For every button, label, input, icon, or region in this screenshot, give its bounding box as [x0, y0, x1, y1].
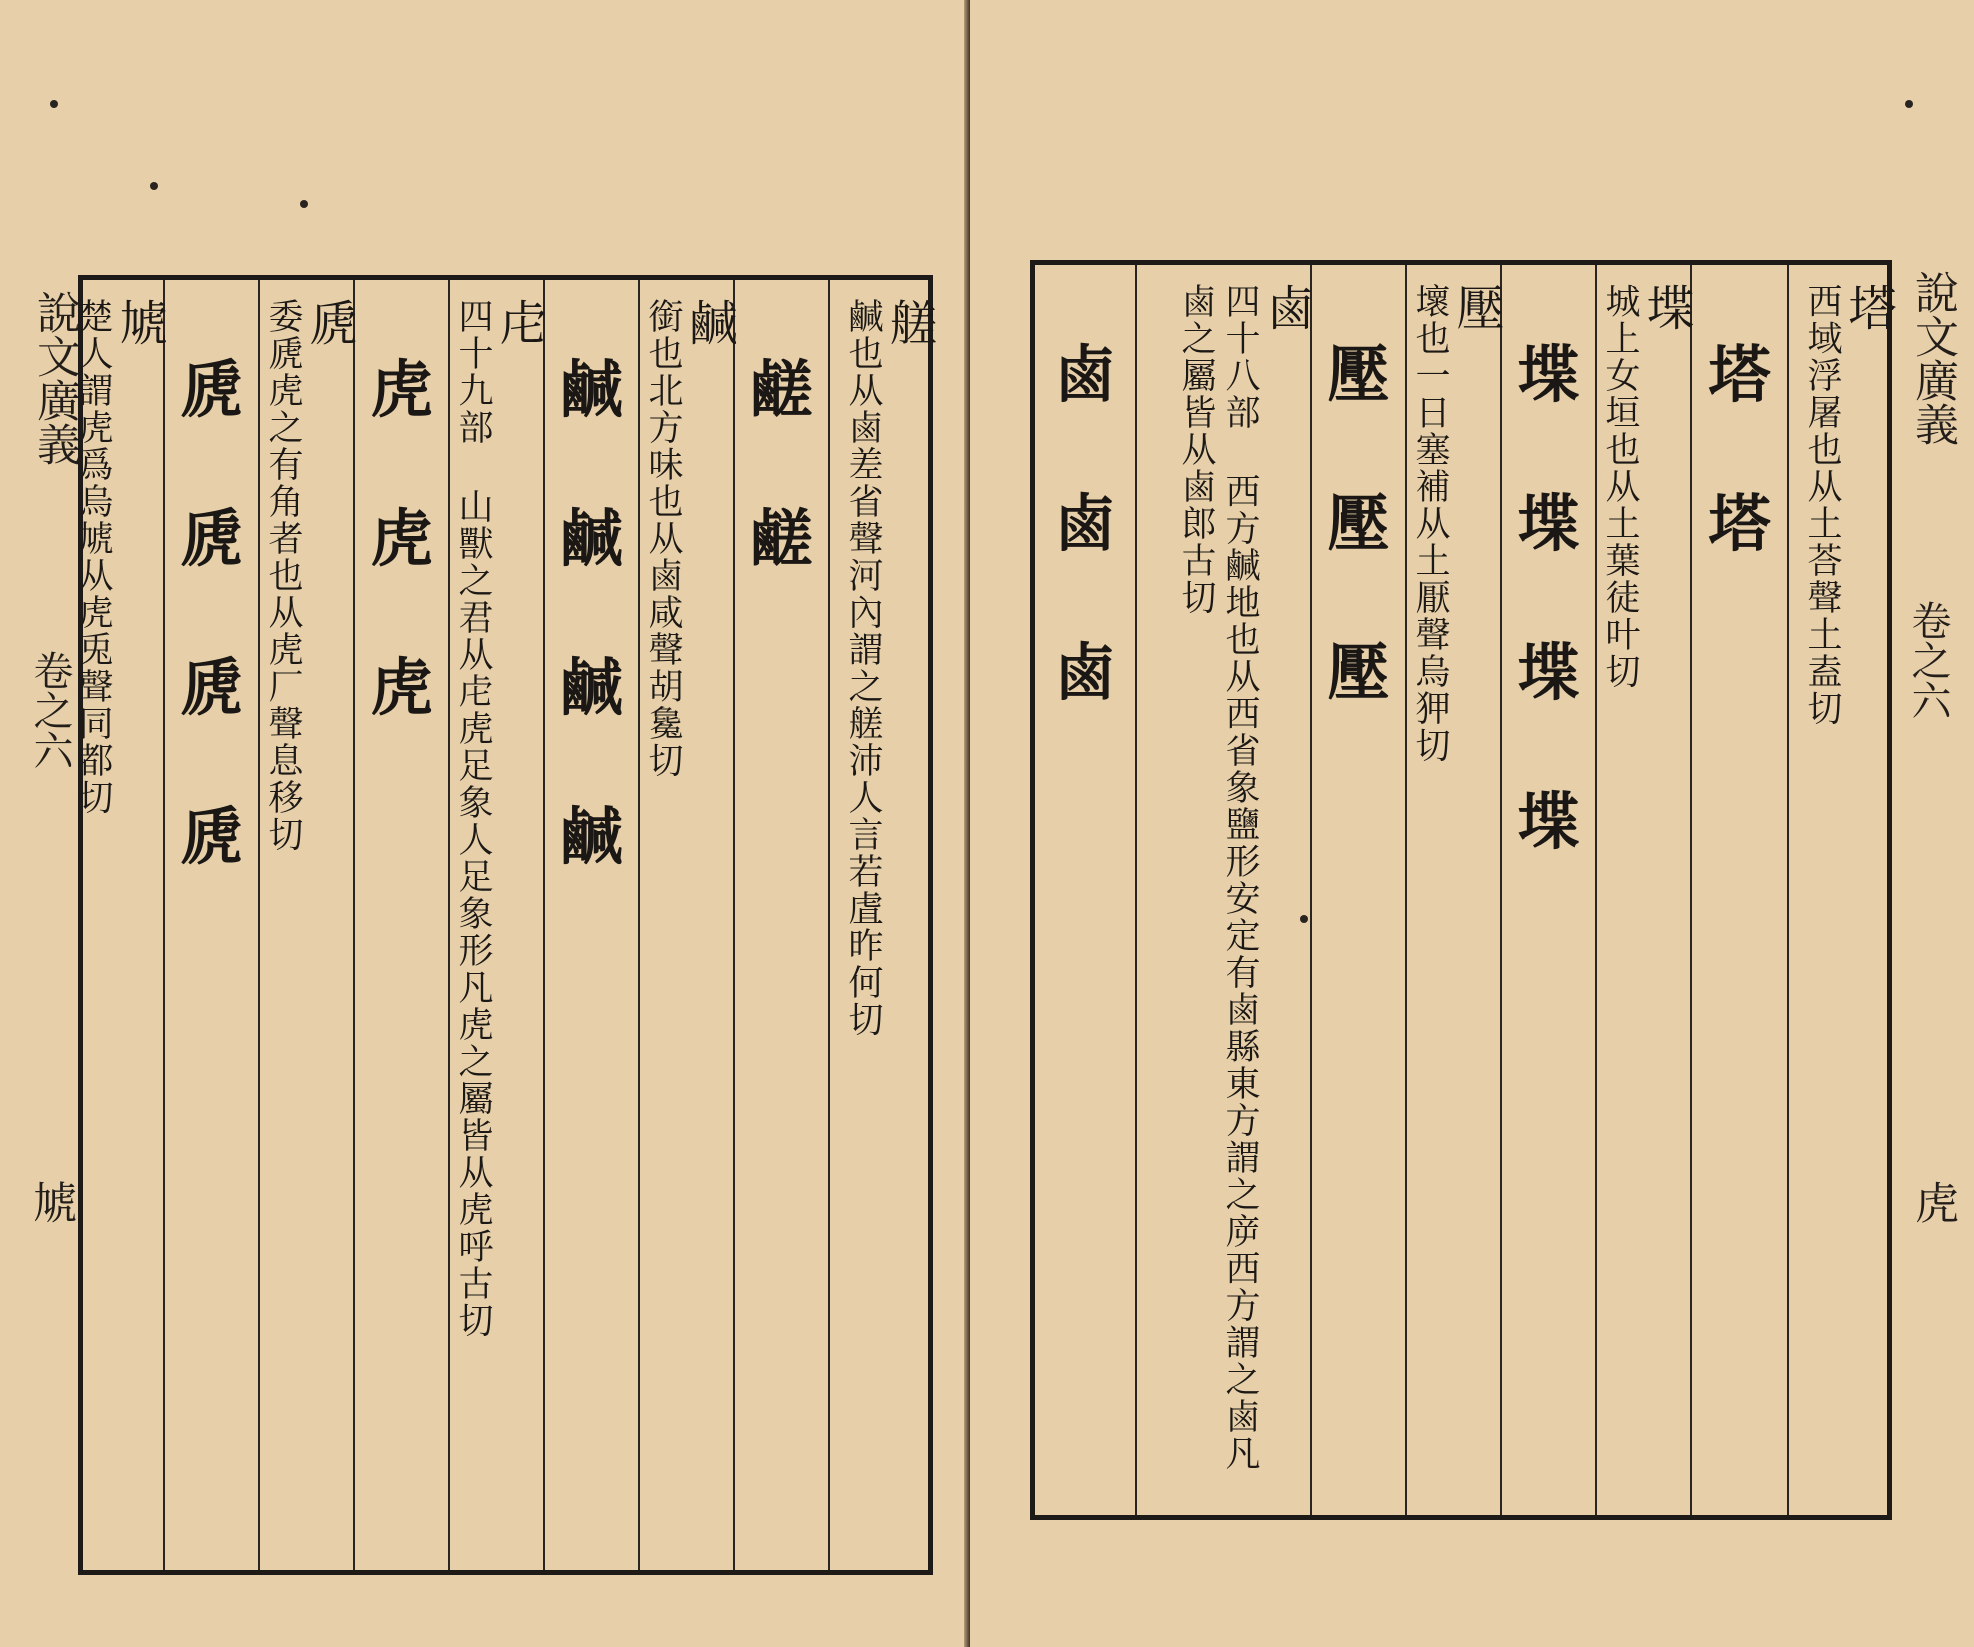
right-margin-title [1900, 270, 1964, 446]
entry-head: 塔 [1840, 283, 1896, 331]
margin-juan-text: 卷之六 [27, 650, 73, 770]
seal-form: 鹺 [750, 502, 813, 575]
seal-form: 虎 [370, 651, 433, 724]
entry-note: 鹹也从鹵差省聲河內謂之艖沛人言若虘昨何切 [843, 298, 883, 1038]
entry-note: 城上女垣也从土葉徒叶切 [1600, 283, 1640, 690]
entry-head: 虒 [301, 298, 357, 346]
text-column [1405, 265, 1504, 1515]
seal-form: 鹹 [560, 651, 623, 724]
worm-hole [150, 182, 158, 190]
seal-form: 虎 [370, 502, 433, 575]
seal-form: 鹹 [560, 353, 623, 426]
margin-leaf-text: 虓 [25, 1180, 76, 1224]
entry-note: 委虒虎之有角者也从虎厂聲息移切 [263, 298, 303, 853]
seal-form: 堞 [1517, 785, 1580, 858]
entry-head: 虓 [111, 298, 167, 346]
seal-form: 虒 [180, 800, 243, 873]
seal-form: 壓 [1327, 487, 1390, 560]
seal-form: 虒 [180, 651, 243, 724]
entry-head: 虍 [491, 298, 547, 346]
seal-column [1500, 265, 1595, 1515]
seal-form: 壓 [1327, 636, 1390, 709]
seal-column [1310, 265, 1405, 1515]
seal-form: 鹵 [1053, 636, 1116, 709]
seal-form: 塔 [1708, 487, 1771, 560]
left-page [0, 0, 970, 1647]
margin-title-text: 說文廣義 [29, 290, 80, 466]
right-margin-leaf [1900, 1180, 1964, 1224]
text-column [638, 280, 737, 1570]
left-margin-leaf [18, 1180, 82, 1224]
seal-form: 虒 [180, 353, 243, 426]
left-text-frame [73, 275, 937, 1575]
seal-form: 鹹 [560, 502, 623, 575]
entry-note: 壞也一日塞補从土厭聲烏狎切 [1410, 283, 1450, 764]
text-column [1595, 265, 1694, 1515]
entry-note: 西域浮屠也从土荅聲土盍切 [1802, 283, 1842, 727]
margin-leaf-text: 虎 [1907, 1180, 1958, 1224]
seal-column [1035, 265, 1135, 1515]
text-column [73, 280, 167, 1570]
entry-note: 楚人謂虎爲烏虓从虎兎聲同都切 [73, 298, 113, 816]
right-margin-juan [1900, 600, 1957, 720]
worm-hole [1905, 100, 1913, 108]
seal-form: 堞 [1517, 487, 1580, 560]
text-column [1135, 265, 1314, 1515]
seal-form: 鹹 [560, 800, 623, 873]
worm-hole [300, 200, 308, 208]
entry-note: 銜也北方味也从鹵咸聲胡毚切 [643, 298, 683, 779]
seal-column [1690, 265, 1787, 1515]
seal-column [163, 280, 258, 1570]
entry-head: 壓 [1448, 283, 1504, 331]
entry-note: 四十八部 西方鹹地也从西省象鹽形安定有鹵縣東方謂之㡿西方謂之鹵凡鹵之屬皆从鹵郎古切 [1176, 283, 1260, 1472]
seal-form: 塔 [1708, 338, 1771, 411]
seal-form: 壓 [1327, 338, 1390, 411]
margin-juan-text: 卷之六 [1905, 600, 1951, 720]
seal-form: 堞 [1517, 636, 1580, 709]
right-text-frame [1030, 260, 1896, 1520]
margin-title-text: 說文廣義 [1907, 270, 1958, 446]
text-column [828, 280, 937, 1570]
seal-form: 鹵 [1053, 487, 1116, 560]
seal-column [733, 280, 828, 1570]
entry-note: 四十九部 山獸之君从虍虎足象人足象形凡虎之屬皆从虎呼古切 [453, 298, 493, 1339]
entry-head: 堞 [1638, 283, 1694, 331]
seal-column [543, 280, 638, 1570]
seal-form: 鹵 [1053, 338, 1116, 411]
seal-form: 虎 [370, 353, 433, 426]
seal-column [353, 280, 448, 1570]
entry-head: 鹵 [1258, 283, 1314, 331]
seal-form: 堞 [1517, 338, 1580, 411]
seal-form: 鹺 [750, 353, 813, 426]
text-column [448, 280, 547, 1570]
worm-hole [50, 100, 58, 108]
text-column [1787, 265, 1896, 1515]
seal-form: 虒 [180, 502, 243, 575]
right-page [970, 0, 1974, 1647]
entry-head: 艖 [881, 298, 937, 346]
text-column [258, 280, 357, 1570]
entry-head: 鹹 [681, 298, 737, 346]
